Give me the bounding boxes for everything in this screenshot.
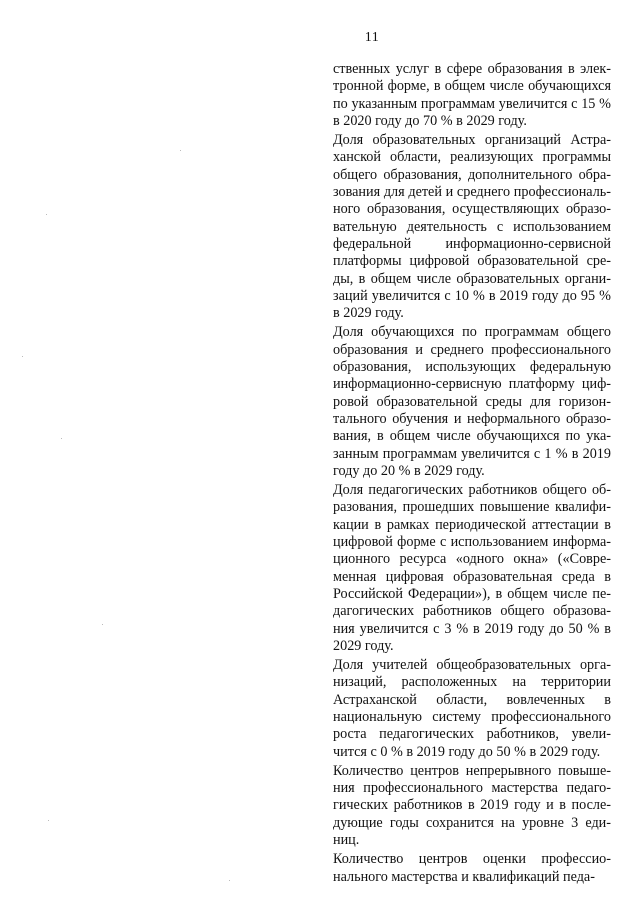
paragraph: [333, 763, 611, 849]
text-line: федеральной информационно-сервисной: [333, 235, 611, 252]
text-line: Доля обучающихся по программам общего: [333, 324, 611, 341]
text-line: платформы цифровой образовательной сре-: [333, 253, 611, 270]
text-line: году до 20 % в 2029 году.: [333, 462, 485, 479]
text-line: ционного ресурса «одного окна» («Совре-: [333, 551, 611, 568]
paragraph: [333, 657, 611, 761]
text-line: Количество центров непрерывного повыше-: [333, 762, 611, 779]
text-line: гических работников в 2019 году и в после-: [333, 797, 611, 814]
text-line: заций увеличится с 10 % в 2019 году до 95 %: [333, 287, 611, 304]
scan-speck: [229, 880, 230, 881]
text-line: 2029 году.: [333, 637, 394, 654]
text-line: национальную систему профессионального: [333, 708, 611, 725]
scan-speck: [180, 150, 181, 151]
text-line: Доля учителей общеобразовательных орга-: [333, 657, 611, 674]
text-line: в 2029 году.: [333, 305, 404, 322]
text-line: ды, в общем числе образовательных органи-: [333, 270, 611, 287]
text-line: ханской области, реализующих программы: [333, 149, 611, 166]
text-line: разования, прошедших повышение квалифи-: [333, 499, 611, 516]
scan-speck: [61, 438, 62, 439]
text-line: ниц.: [333, 832, 360, 849]
scan-speck: [22, 356, 23, 357]
text-line: образования и среднего профессионального: [333, 341, 611, 358]
paragraph: [333, 851, 611, 886]
text-line: тронной форме, в общем числе обучающихся: [333, 78, 611, 95]
scan-speck: [46, 214, 47, 215]
text-line: тального обучения и неформального образо-: [333, 410, 611, 427]
text-line: ния профессионального мастерства педаго-: [333, 780, 611, 797]
text-line: в 2020 году до 70 % в 2029 году.: [333, 112, 527, 129]
paragraph: [333, 324, 611, 480]
text-line: Астраханской области, вовлеченных в: [333, 691, 611, 708]
text-line: Доля образовательных организаций Астра-: [333, 132, 611, 149]
paragraph: [333, 61, 611, 130]
text-line: роста педагогических работников, увели-: [333, 726, 611, 743]
text-line: вания, в общем числе обучающихся по ука-: [333, 428, 611, 445]
text-line: кации в рамках периодической аттестации в: [333, 516, 611, 533]
text-line: цифровой форме с использованием информа-: [333, 534, 611, 551]
text-line: Доля педагогических работников общего об-: [333, 482, 611, 499]
paragraph: [333, 482, 611, 655]
page-number: 11: [364, 30, 380, 45]
text-line: менная цифровая образовательная среда в: [333, 568, 611, 585]
text-line: Российской Федерации»), в общем числе пе-: [333, 585, 611, 602]
text-line: дагогических работников общего образова-: [333, 603, 611, 620]
text-line: нального мастерства и квалификаций педа-: [333, 868, 595, 885]
text-line: низаций, расположенных на территории: [333, 674, 611, 691]
text-line: ровой образовательной среды для горизон-: [333, 393, 611, 410]
text-line: ного образования, осуществляющих образо-: [333, 201, 611, 218]
text-line: по указанным программам увеличится с 15 %: [333, 95, 611, 112]
text-line: чится с 0 % в 2019 году до 50 % в 2029 году.: [333, 743, 601, 760]
text-line: ния увеличится с 3 % в 2019 году до 50 % в: [333, 620, 611, 637]
text-line: зования для детей и среднего профессиональ-: [333, 184, 611, 201]
text-column: [333, 61, 611, 888]
paragraph: [333, 132, 611, 322]
text-line: общего образования, дополнительного обра-: [333, 166, 611, 183]
text-line: занным программам увеличится с 1 % в 2019: [333, 445, 611, 462]
text-line: информационно-сервисную платформу циф-: [333, 376, 611, 393]
text-line: вательную деятельность с использованием: [333, 218, 611, 235]
text-line: образования, использующих федеральную: [333, 359, 611, 376]
text-line: Количество центров оценки профессио-: [333, 851, 611, 868]
text-line: ственных услуг в сфере образования в элек-: [333, 61, 611, 77]
text-line: дующие годы сохранится на уровне 3 еди-: [333, 814, 611, 831]
scan-speck: [48, 820, 49, 821]
scan-speck: [102, 624, 103, 625]
